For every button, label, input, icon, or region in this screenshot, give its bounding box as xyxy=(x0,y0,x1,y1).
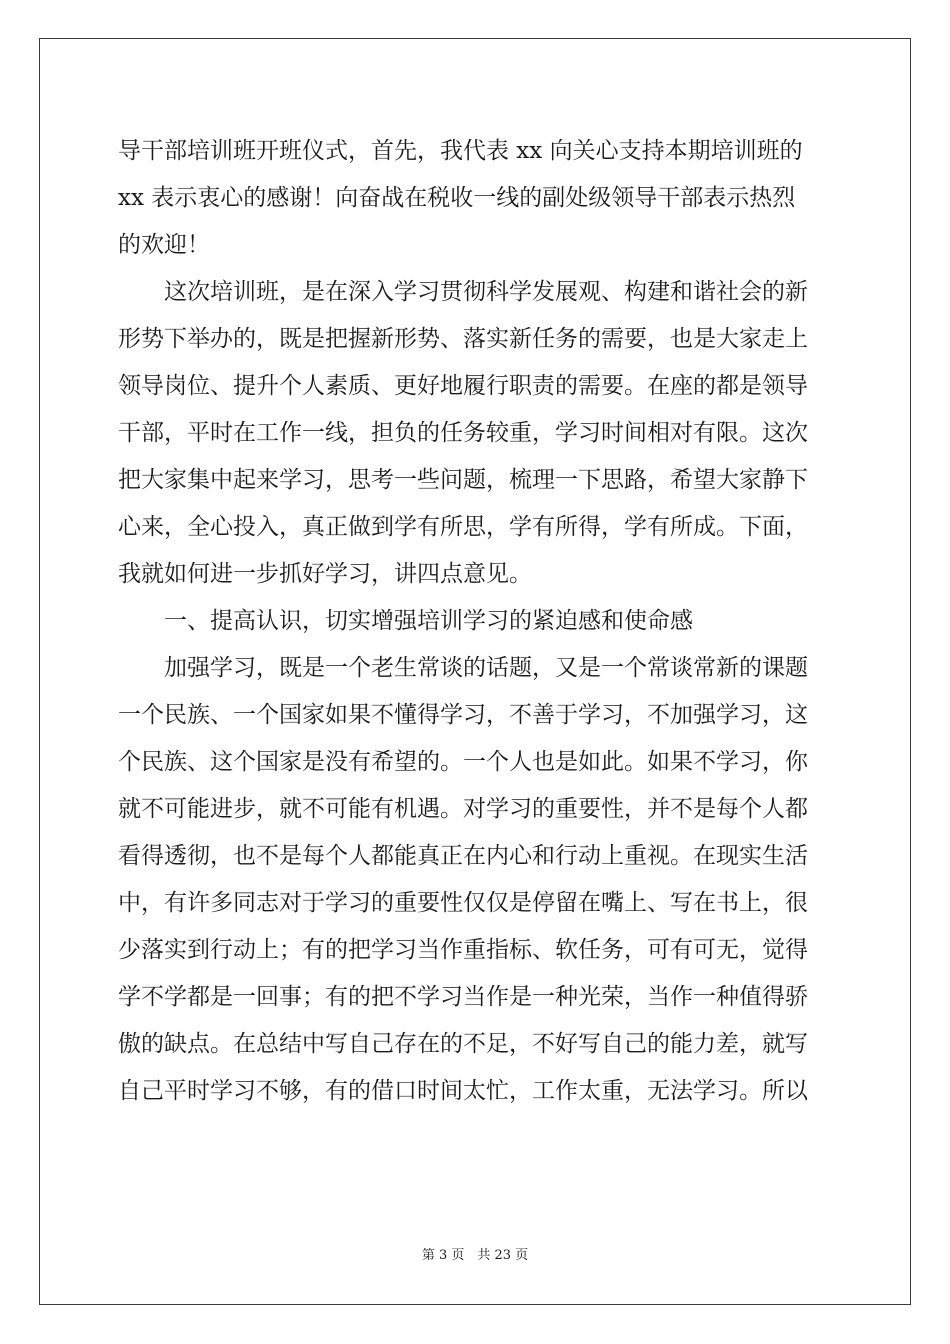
text-line: xx 表示衷心的感谢！向奋战在税收一线的副处级领导干部表示热烈 xyxy=(118,185,796,211)
text-line: 这次培训班，是在深入学习贯彻科学发展观、构建和谐社会的新 xyxy=(118,279,808,305)
text-line: 傲的缺点。在总结中写自己存在的不足，不好写自己的能力差，就写 xyxy=(118,1031,808,1057)
text-line: 自己平时学习不够，有的借口时间太忙，工作太重，无法学习。所以 xyxy=(118,1078,808,1104)
text-line: 就不可能进步，就不可能有机遇。对学习的重要性，并不是每个人都 xyxy=(118,796,808,822)
text-line: 看得透彻，也不是每个人都能真正在内心和行动上重视。在现实生活 xyxy=(118,843,808,869)
text-line: 学不学都是一回事；有的把不学习当作是一种光荣，当作一种值得骄 xyxy=(118,984,808,1010)
text-line: 中，有许多同志对于学习的重要性仅仅是停留在嘴上、写在书上，很 xyxy=(118,890,808,916)
text-line: 心来，全心投入，真正做到学有所思，学有所得，学有所成。下面， xyxy=(118,514,808,540)
section-heading: 一、提高认识，切实增强培训学习的紧迫感和使命感 xyxy=(118,608,693,634)
text-line: 一个民族、一个国家如果不懂得学习，不善于学习，不加强学习，这 xyxy=(118,702,808,728)
text-line: 导干部培训班开班仪式，首先，我代表 xx 向关心支持本期培训班的 xyxy=(118,138,803,164)
text-line: 少落实到行动上；有的把学习当作重指标、软任务，可有可无，觉得 xyxy=(118,937,808,963)
text-line: 形势下举办的，既是把握新形势、落实新任务的需要，也是大家走上 xyxy=(118,326,808,352)
text-line: 领导岗位、提升个人素质、更好地履行职责的需要。在座的都是领导 xyxy=(118,373,808,399)
page-number-footer: 第 3 页 共 23 页 xyxy=(421,1248,529,1263)
text-line: 的欢迎！ xyxy=(118,232,210,258)
text-line: 干部，平时在工作一线，担负的任务较重，学习时间相对有限。这次 xyxy=(118,420,808,446)
text-line: 我就如何进一步抓好学习，讲四点意见。 xyxy=(118,561,532,587)
text-line: 把大家集中起来学习，思考一些问题，梳理一下思路，希望大家静下 xyxy=(118,467,808,493)
text-line: 个民族、这个国家是没有希望的。一个人也是如此。如果不学习，你 xyxy=(118,749,808,775)
text-line: 加强学习，既是一个老生常谈的话题，又是一个常谈常新的课题 xyxy=(118,655,808,681)
